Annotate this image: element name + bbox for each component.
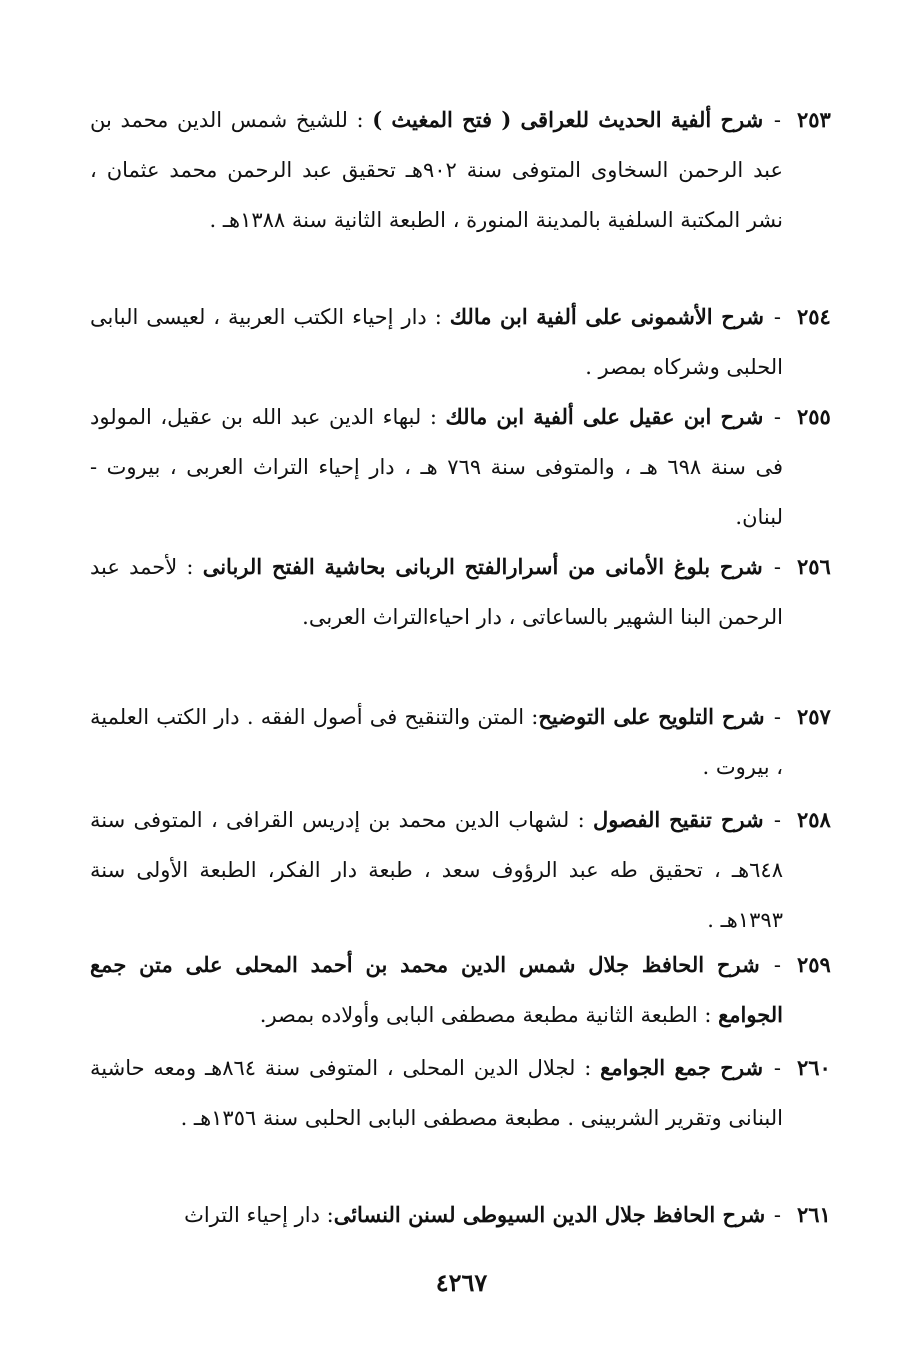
entry-number: ٢٥٦	[797, 554, 831, 579]
entry-261	[90, 1190, 831, 1240]
entry-number: ٢٦١	[797, 1202, 831, 1227]
entry-text: - شرح الحافظ جلال الدين السيوطى لسنن النسائى: دار إحياء التراث	[184, 1202, 781, 1227]
entry-title: شرح الحافظ جلال الدين السيوطى لسنن النسائى	[333, 1202, 766, 1227]
entry-259	[90, 940, 831, 1040]
entry-256	[90, 542, 831, 642]
entry-body: : لشهاب الدين محمد بن إدريس القرافى ، المتوفى سنة ٦٤٨هـ ، تحقيق طه عبد الرؤوف سعد ، طبعة دار الفكر، الطبعة الأولى سنة ١٣٩٣هـ .	[90, 808, 783, 932]
entry-number: ٢٥٣	[797, 107, 831, 132]
entry-body: : لجلال الدين المحلى ، المتوفى سنة ٨٦٤هـ ومعه حاشية البنانى وتقرير الشربينى . مطبعة مصطفى البابى الحلبى سنة ١٣٥٦هـ .	[90, 1056, 783, 1130]
entry-title: شرح التلويح على التوضيح	[538, 704, 765, 729]
entry-body: : لأحمد عبد الرحمن البنا الشهير بالساعاتى ، دار احياءالتراث العربى.	[90, 555, 783, 629]
entry-title: شرح ابن عقيل على ألفية ابن مالك	[445, 404, 764, 429]
entry-253	[90, 95, 831, 245]
entry-title: شرح بلوغ الأمانى من أسرارالفتح الربانى بحاشية الفتح الربانى	[202, 554, 763, 579]
page-number: ٤٢٦٧	[435, 1268, 488, 1297]
entry-number: ٢٥٧	[797, 704, 831, 729]
entry-257	[90, 692, 831, 792]
entry-title: شرح الأشمونى على ألفية ابن مالك	[449, 304, 764, 329]
entry-text: - شرح التلويح على التوضيح: المتن والتنقيح فى أصول الفقه . دار الكتب العلمية ، بيروت .	[90, 704, 783, 779]
entry-body: : المتن والتنقيح فى أصول الفقه . دار الكتب العلمية ، بيروت .	[90, 705, 783, 779]
entry-text: - شرح جمع الجوامع : لجلال الدين المحلى ، المتوفى سنة ٨٦٤هـ ومعه حاشية البنانى وتقرير الشربينى . مطبعة مصطفى البابى الحلبى سنة ١٣٥٦هـ .	[90, 1055, 783, 1130]
entry-body: : الطبعة الثانية مطبعة مصطفى البابى وأولاده بمصر.	[259, 1003, 719, 1027]
entry-255	[90, 392, 831, 542]
entry-title: شرح الحافظ جلال شمس الدين محمد بن أحمد المحلى على متن جمع الجوامع	[90, 952, 783, 1027]
entry-text: - شرح تنقيح الفصول : لشهاب الدين محمد بن إدريس القرافى ، المتوفى سنة ٦٤٨هـ ، تحقيق طه عبد الرؤوف سعد ، طبعة دار الفكر، الطبعة الأولى سنة ١٣٩٣هـ .	[90, 807, 783, 932]
entry-body: : للشيخ شمس الدين محمد بن عبد الرحمن السخاوى المتوفى سنة ٩٠٢هـ تحقيق عبد الرحمن محمد عثمان ، نشر المكتبة السلفية بالمدينة المنورة ، الطبعة الثانية سنة ١٣٨٨هـ .	[90, 108, 783, 232]
entry-title: شرح جمع الجوامع	[600, 1055, 764, 1080]
entry-body: : دار إحياء التراث	[184, 1203, 334, 1227]
entry-text: - شرح الأشمونى على ألفية ابن مالك : دار إحياء الكتب العربية ، لعيسى البابى الحلبى وشركاه بمصر .	[90, 304, 783, 379]
entry-text: - شرح ألفية الحديث للعراقى ( فتح المغيث ) : للشيخ شمس الدين محمد بن عبد الرحمن السخاوى المتوفى سنة ٩٠٢هـ تحقيق عبد الرحمن محمد عثمان ، نشر المكتبة السلفية بالمدينة المنورة ، الطبعة الثانية سنة ١٣٨٨هـ .	[90, 107, 783, 232]
entry-number: ٢٥٨	[797, 807, 831, 832]
entry-text: - شرح بلوغ الأمانى من أسرارالفتح الربانى بحاشية الفتح الربانى : لأحمد عبد الرحمن البنا الشهير بالساعاتى ، دار احياءالتراث العربى.	[90, 554, 783, 629]
entry-title: شرح تنقيح الفصول	[593, 807, 764, 832]
entry-258	[90, 795, 831, 945]
entry-number: ٢٥٤	[797, 304, 831, 329]
entry-body: : دار إحياء الكتب العربية ، لعيسى البابى الحلبى وشركاه بمصر .	[90, 305, 783, 379]
entry-number: ٢٥٩	[797, 952, 831, 977]
entry-number: ٢٦٠	[797, 1055, 831, 1080]
entry-title: شرح ألفية الحديث للعراقى ( فتح المغيث )	[372, 107, 764, 132]
entry-text: - شرح الحافظ جلال شمس الدين محمد بن أحمد المحلى على متن جمع الجوامع : الطبعة الثانية مطبعة مصطفى البابى وأولاده بمصر.	[90, 952, 783, 1027]
entry-260	[90, 1043, 831, 1143]
entry-text: - شرح ابن عقيل على ألفية ابن مالك : لبهاء الدين عبد الله بن عقيل، المولود فى سنة ٦٩٨ هـ ، والمتوفى سنة ٧٦٩ هـ ، دار إحياء التراث العربى ، بيروت - لبنان.	[90, 404, 783, 529]
entry-number: ٢٥٥	[797, 404, 831, 429]
entry-body: : لبهاء الدين عبد الله بن عقيل، المولود فى سنة ٦٩٨ هـ ، والمتوفى سنة ٧٦٩ هـ ، دار إحياء التراث العربى ، بيروت - لبنان.	[90, 405, 783, 529]
entry-254	[90, 292, 831, 392]
